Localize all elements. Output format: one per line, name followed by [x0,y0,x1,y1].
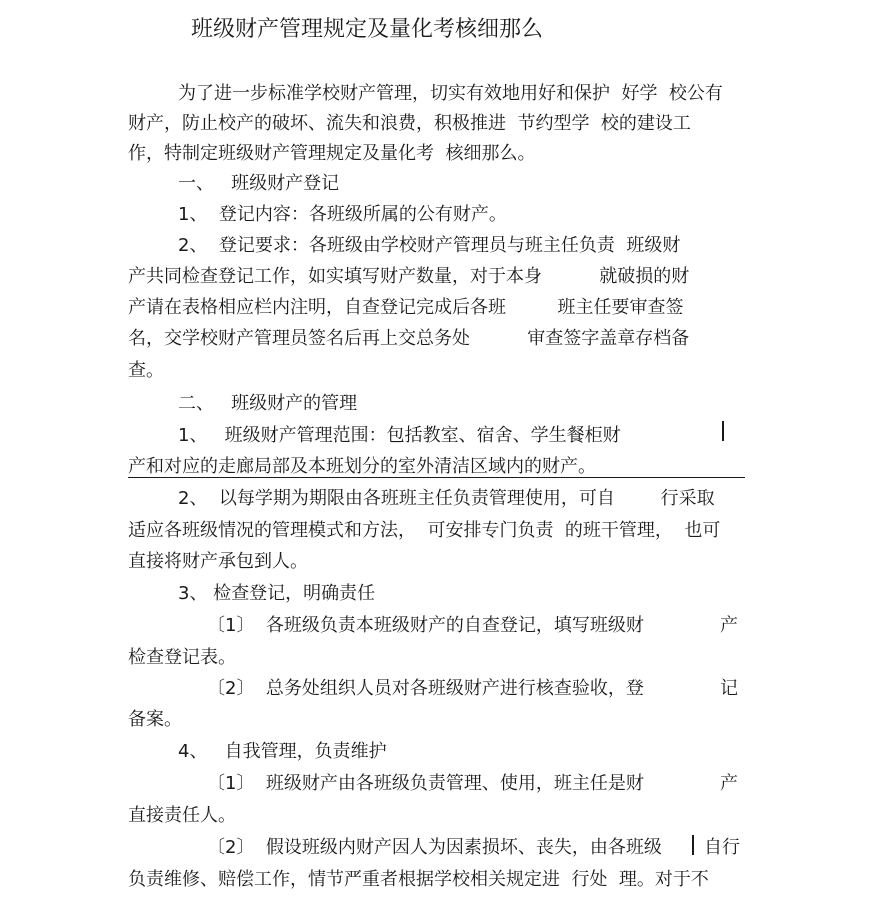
section2-heading: 二、 班级财产的管理 [178,393,358,414]
intro-line-1: 为了进一步标准学校财产管理，切实有效地用好和保护 好学 校公有 [178,83,723,104]
section1-item2-line-5: 查。 [128,360,164,381]
underline-rule [128,477,745,478]
section2-item2-line-1: 2、 以每学期为期限由各班班主任负责管理使用，可自 行采取 [178,488,715,509]
section1-item1: 1、 登记内容：各班级所属的公有财产。 [178,204,507,225]
section1-item2-line-1: 2、 登记要求：各班级由学校财产管理员与班主任负责 班级财 [178,235,681,256]
intro-line-3: 作，特制定班级财产管理规定及量化考 核细那么。 [128,143,536,164]
section2-item2-line-2: 适应各班级情况的管理模式和方法， 可安排专门负责 的班干管理， 也可 [128,520,721,541]
section2-item3-heading: 3、 检查登记，明确责任 [178,583,376,604]
section2-item3-sub1-line-2: 检查登记表。 [128,647,236,668]
section2-item4-sub2-tail: 自行 [704,837,740,858]
document-title: 班级财产管理规定及量化考核细那么 [191,17,544,42]
text-cursor-mark [722,421,724,441]
section2-item4-sub2-line-2: 负责维修、赔偿工作，情节严重者根据学校相关规定进 行处 理。对于不 [128,869,709,890]
section1-item2-line-4: 名，交学校财产管理员签名后再上交总务处 审查签字盖章存档备 [128,328,690,349]
section2-item4-heading: 4、 自我管理，负责维护 [178,741,387,762]
section2-item3-sub2-line-2: 备案。 [128,709,182,730]
section2-item4-sub1-tail: 产 [720,773,738,794]
section1-heading: 一、 班级财产登记 [178,173,340,194]
section1-item2-line-2: 产共同检查登记工作，如实填写财产数量，对于本身 就破损的财 [128,266,690,287]
section2-item1-line-1: 1、 班级财产管理范围：包括教室、宿舍、学生餐柜财 [178,425,621,446]
section2-item3-sub2-tail: 记 [720,678,738,699]
section2-item3-sub1-tail: 产 [720,615,738,636]
section2-item4-sub1-line-2: 直接责任人。 [128,805,236,826]
intro-line-2: 财产，防止校产的破坏、流失和浪费，积极推进 节约型学 校的建设工 [128,113,691,134]
section2-item4-sub1-line-1: 〔1〕 班级财产由各班级负责管理、使用，班主任是财 [207,773,644,794]
section2-item3-sub1-line-1: 〔1〕 各班级负责本班级财产的自查登记，填写班级财 [207,615,644,636]
section2-item2-line-3: 直接将财产承包到人。 [128,551,308,572]
text-cursor-mark [692,835,694,855]
section2-item4-sub2-line-1: 〔2〕 假设班级内财产因人为因素损坏、丧失，由各班级 [207,837,662,858]
section2-item3-sub2-line-1: 〔2〕 总务处组织人员对各班级财产进行核查验收，登 [207,678,644,699]
section2-item1-line-2: 产和对应的走廊局部及本班划分的室外清洁区域内的财产。 [128,456,596,477]
section1-item2-line-3: 产请在表格相应栏内注明，自查登记完成后各班 班主任要审查签 [128,297,684,318]
